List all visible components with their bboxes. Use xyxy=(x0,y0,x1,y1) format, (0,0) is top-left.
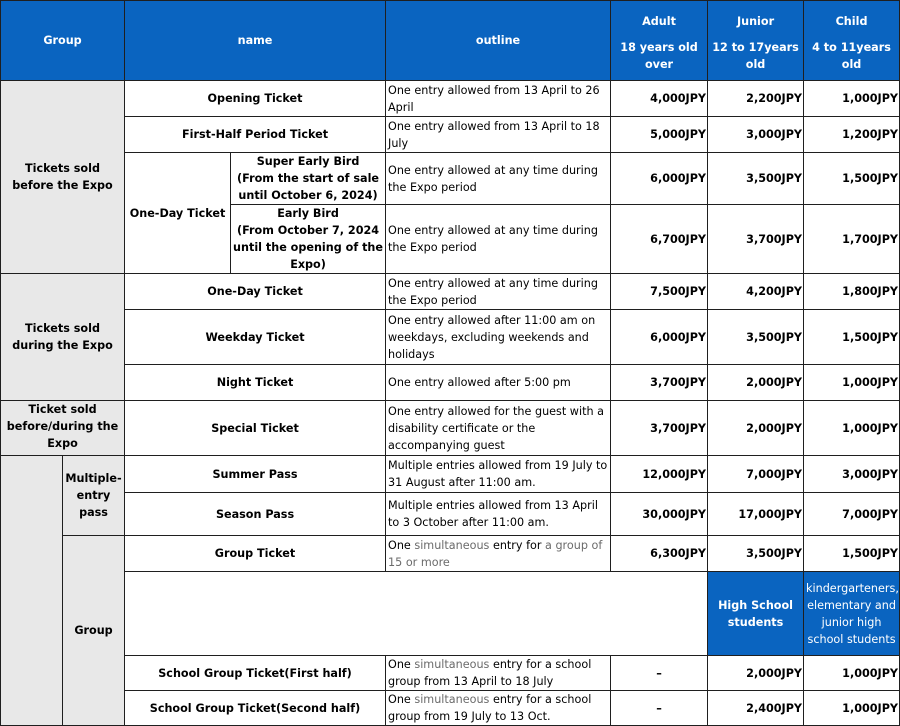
table-row xyxy=(1,493,900,536)
group-both: Ticket sold before/during the Expo xyxy=(1,401,125,456)
price-adult: 12,000JPY xyxy=(611,456,708,493)
header-row xyxy=(1,1,900,81)
table-row xyxy=(1,536,900,572)
table-row xyxy=(1,572,900,656)
price-adult: 3,700JPY xyxy=(611,365,708,401)
outline-part: entry for a school group from 13 April to 18 July xyxy=(388,658,592,688)
ticket-name: One-Day Ticket xyxy=(125,274,386,310)
price-child: 1,700JPY xyxy=(804,205,900,274)
ticket-name: Super Early Bird (From the start of sale until October 6, 2024) xyxy=(231,153,386,205)
price-child: 1,500JPY xyxy=(804,536,900,572)
price-junior: 2,200JPY xyxy=(708,81,804,117)
ticket-outline xyxy=(386,656,611,691)
table-row xyxy=(1,117,900,153)
outline-part: simultaneous xyxy=(414,538,490,552)
ticket-name: School Group Ticket(First half) xyxy=(125,656,386,691)
price-child: 1,500JPY xyxy=(804,310,900,365)
price-adult: 7,500JPY xyxy=(611,274,708,310)
ticket-outline: One entry allowed at any time during the Expo period xyxy=(386,205,611,274)
header-junior xyxy=(708,1,804,81)
ticket-name: Opening Ticket xyxy=(125,81,386,117)
price-junior: 2,000JPY xyxy=(708,401,804,456)
outline-part: One xyxy=(388,658,415,671)
table-row xyxy=(1,656,900,691)
ticket-name: Weekday Ticket xyxy=(125,310,386,365)
price-junior: 3,000JPY xyxy=(708,117,804,153)
header-outline: outline xyxy=(386,1,611,81)
price-child: 1,000JPY xyxy=(804,691,900,726)
ticket-outline: One entry allowed after 5:00 pm xyxy=(386,365,611,401)
ticket-outline: One entry allowed from 13 April to 18 July xyxy=(386,117,611,153)
high-school-label: High School students xyxy=(708,572,804,656)
price-junior: 2,000JPY xyxy=(708,656,804,691)
price-junior: 3,500JPY xyxy=(708,310,804,365)
price-adult: 6,000JPY xyxy=(611,153,708,205)
header-group: Group xyxy=(1,1,125,81)
outline-part: simultaneous xyxy=(414,693,490,706)
ticket-name: First-Half Period Ticket xyxy=(125,117,386,153)
price-child: 7,000JPY xyxy=(804,493,900,536)
ticket-outline xyxy=(386,691,611,726)
ticket-outline: One entry allowed at any time during the Expo period xyxy=(386,274,611,310)
ticket-outline: One entry allowed at any time during the Expo period xyxy=(386,153,611,205)
table-row xyxy=(1,456,900,493)
price-adult: 30,000JPY xyxy=(611,493,708,536)
price-adult: – xyxy=(611,656,708,691)
header-child-sub: 4 to 11years old xyxy=(812,40,891,71)
ticket-name: Special Ticket xyxy=(125,401,386,456)
multi-entry-label: Multiple-entry pass xyxy=(63,456,125,536)
group-during: Tickets sold during the Expo xyxy=(1,274,125,401)
price-child: 1,500JPY xyxy=(804,153,900,205)
group-both-indent xyxy=(1,456,63,726)
group-label: Group xyxy=(63,536,125,726)
table-row xyxy=(1,365,900,401)
ticket-outline xyxy=(386,536,611,572)
price-adult: 6,700JPY xyxy=(611,205,708,274)
blank-cell xyxy=(125,572,708,656)
outline-part: One xyxy=(388,538,415,552)
price-junior: 2,400JPY xyxy=(708,691,804,726)
ticket-outline: One entry allowed from 13 April to 26 April xyxy=(386,81,611,117)
ticket-outline: Multiple entries allowed from 13 April to 3 October after 11:00 am. xyxy=(386,493,611,536)
header-junior-title: Junior xyxy=(736,14,775,28)
ticket-outline: Multiple entries allowed from 19 July to 31 August after 11:00 am. xyxy=(386,456,611,493)
price-junior: 2,000JPY xyxy=(708,365,804,401)
header-name: name xyxy=(125,1,386,81)
price-child: 1,000JPY xyxy=(804,81,900,117)
group-before: Tickets sold before the Expo xyxy=(1,81,125,274)
ticket-name: School Group Ticket(Second half) xyxy=(125,691,386,726)
ticket-name: Season Pass xyxy=(125,493,386,536)
ticket-name: Group Ticket xyxy=(125,536,386,572)
header-child-title: Child xyxy=(835,14,868,28)
ticket-name: Night Ticket xyxy=(125,365,386,401)
outline-part: entry for xyxy=(489,538,546,552)
table-row xyxy=(1,401,900,456)
ticket-name: Summer Pass xyxy=(125,456,386,493)
header-adult-sub: 18 years old over xyxy=(620,40,698,71)
price-child: 1,800JPY xyxy=(804,274,900,310)
header-adult xyxy=(611,1,708,81)
price-junior: 3,500JPY xyxy=(708,153,804,205)
table-row xyxy=(1,310,900,365)
outline-part: a group of 15 or more xyxy=(388,538,603,569)
header-junior-sub: 12 to 17years old xyxy=(712,40,799,71)
price-child: 1,000JPY xyxy=(804,401,900,456)
table-row xyxy=(1,81,900,117)
header-adult-title: Adult xyxy=(642,14,676,28)
price-junior: 7,000JPY xyxy=(708,456,804,493)
price-adult: 3,700JPY xyxy=(611,401,708,456)
oneday-label: One-Day Ticket xyxy=(125,153,231,274)
price-adult: 6,000JPY xyxy=(611,310,708,365)
ticket-outline: One entry allowed for the guest with a disability certificate or the accompanying guest xyxy=(386,401,611,456)
table-row xyxy=(1,274,900,310)
price-adult: 5,000JPY xyxy=(611,117,708,153)
table-row xyxy=(1,153,900,205)
outline-part: One xyxy=(388,693,415,706)
price-junior: 17,000JPY xyxy=(708,493,804,536)
price-child: 1,000JPY xyxy=(804,365,900,401)
ticket-name: Early Bird (From October 7, 2024 until the opening of the Expo) xyxy=(231,205,386,274)
price-junior: 3,500JPY xyxy=(708,536,804,572)
price-junior: 4,200JPY xyxy=(708,274,804,310)
price-adult: 4,000JPY xyxy=(611,81,708,117)
price-adult: 6,300JPY xyxy=(611,536,708,572)
header-child xyxy=(804,1,900,81)
table-row xyxy=(1,691,900,726)
kindergarten-label: kindergarteners, elementary and junior high school students xyxy=(804,572,900,656)
price-adult: – xyxy=(611,691,708,726)
outline-part: entry for a school group from 19 July to 13 Oct. xyxy=(388,693,592,723)
price-junior: 3,700JPY xyxy=(708,205,804,274)
ticket-outline: One entry allowed after 11:00 am on weekdays, excluding weekends and holidays xyxy=(386,310,611,365)
price-child: 1,200JPY xyxy=(804,117,900,153)
outline-part: simultaneous xyxy=(414,658,490,671)
price-child: 3,000JPY xyxy=(804,456,900,493)
price-child: 1,000JPY xyxy=(804,656,900,691)
